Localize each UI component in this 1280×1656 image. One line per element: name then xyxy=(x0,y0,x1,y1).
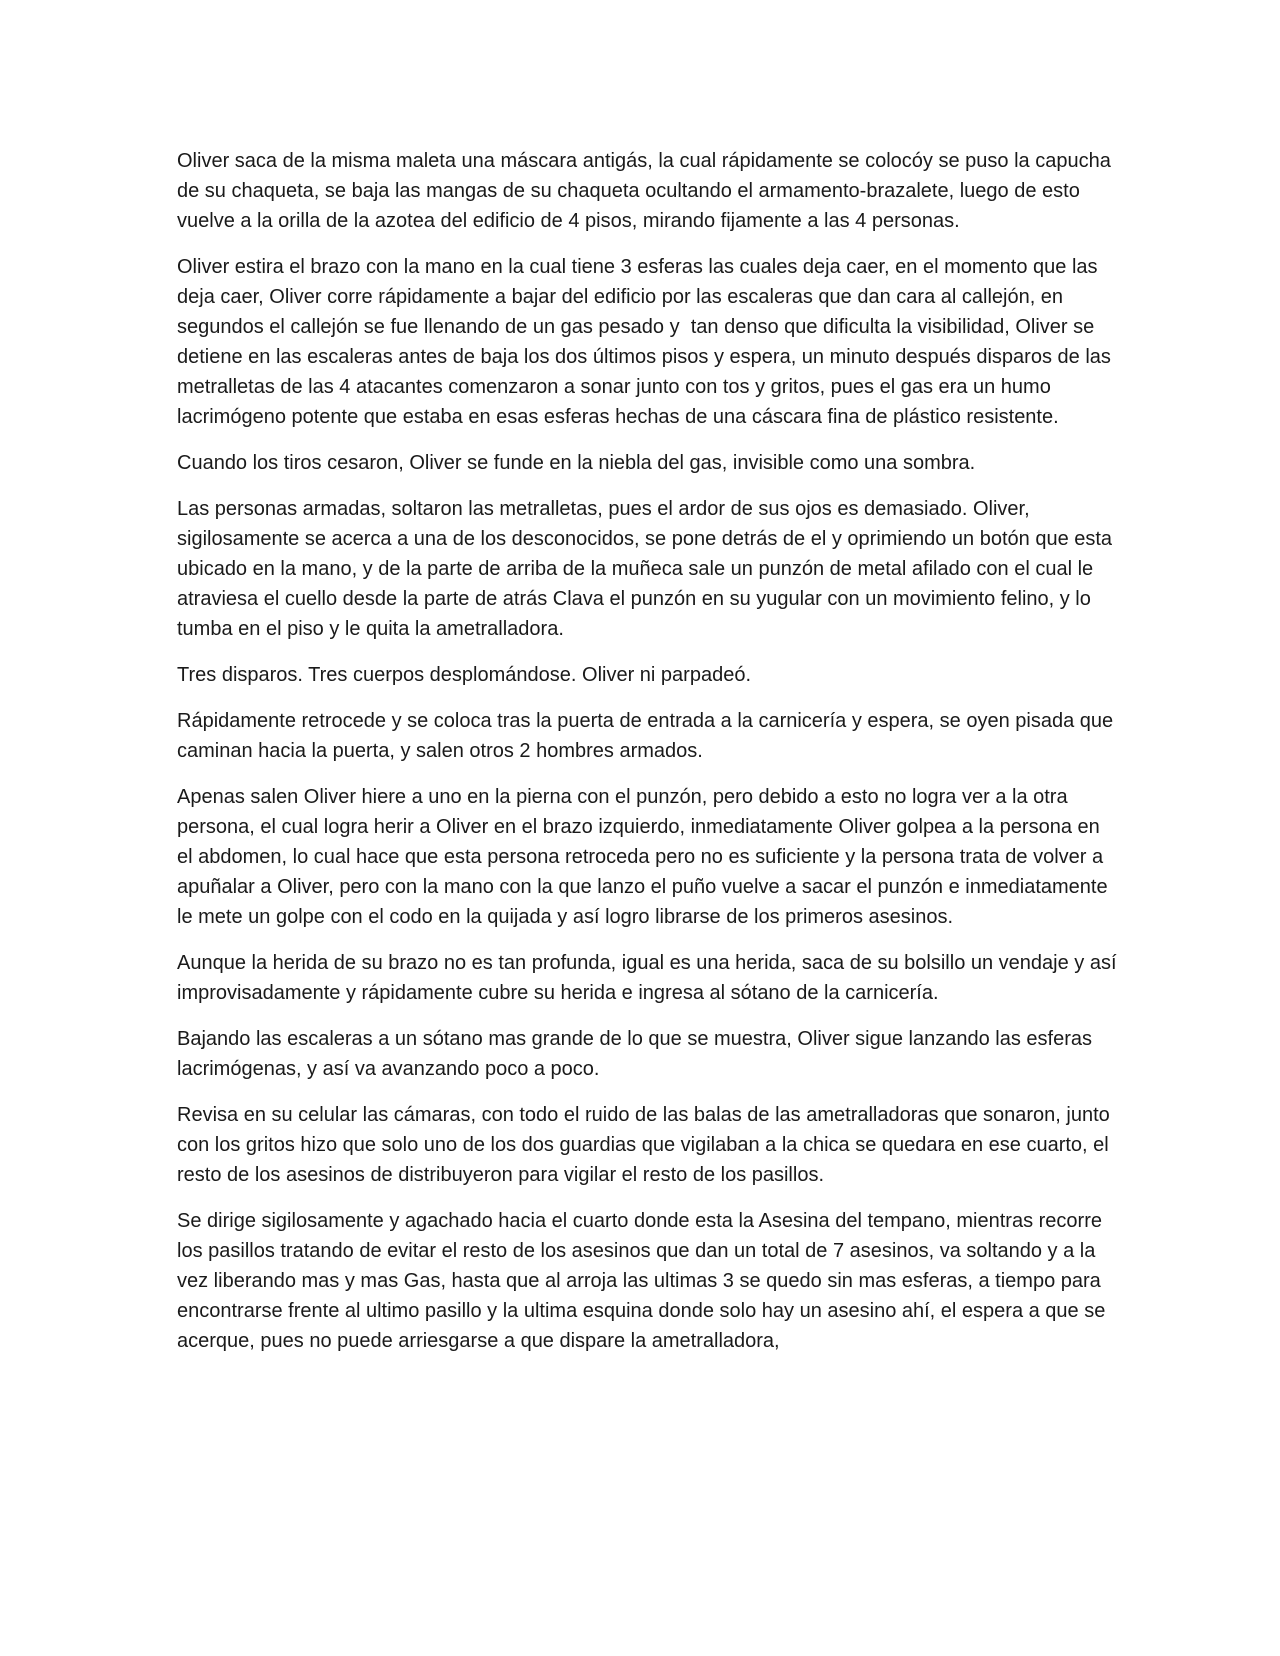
paragraph-11: Se dirige sigilosamente y agachado hacia el cuarto donde esta la Asesina del tempano, mientras recorre los pasillos tratando de evitar el resto de los asesinos que dan un total de 7 asesinos, va soltando y a la vez liberando mas y mas Gas, hasta que al arroja las ultimas 3 se quedo sin mas esferas, a tiempo para encontrarse frente al ultimo pasillo y la ultima esquina donde solo hay un asesino ahí, el espera a que se acerque, pues no puede arriesgarse a que dispare la ametralladora, xyxy=(177,1210,1111,1352)
paragraph-1: Oliver saca de la misma maleta una máscara antigás, la cual rápidamente se colocóy se puso la capucha de su chaqueta, se baja las mangas de su chaqueta ocultando el armamento-brazalete, luego de esto vuelve a la orilla de la azotea del edificio de 4 pisos, mirando fijamente a las 4 personas. xyxy=(177,150,1117,232)
paragraph-10: Revisa en su celular las cámaras, con todo el ruido de las balas de las ametralladoras que sonaron, junto con los gritos hizo que solo uno de los dos guardias que vigilaban a la chica se quedara en ese cuarto, el resto de los asesinos de distribuyeron para vigilar el resto de los pasillos. xyxy=(177,1104,1116,1186)
paragraph-8: Aunque la herida de su brazo no es tan profunda, igual es una herida, saca de su bolsillo un vendaje y así improvisadamente y rápidamente cubre su herida e ingresa al sótano de la carnicería. xyxy=(177,952,1123,1004)
paragraph-3: Cuando los tiros cesaron, Oliver se funde en la niebla del gas, invisible como una sombra. xyxy=(177,452,976,474)
paragraph-5: Tres disparos. Tres cuerpos desplomándose. Oliver ni parpadeó. xyxy=(177,664,751,686)
paragraph-6: Rápidamente retrocede y se coloca tras la puerta de entrada a la carnicería y espera, se oyen pisada que caminan hacia la puerta, y salen otros 2 hombres armados. xyxy=(177,710,1119,762)
paragraph-9: Bajando las escaleras a un sótano mas grande de lo que se muestra, Oliver sigue lanzando las esferas lacrimógenas, y así va avanzando poco a poco. xyxy=(177,1028,1098,1080)
document-body xyxy=(177,146,1123,1372)
paragraph-2: Oliver estira el brazo con la mano en la cual tiene 3 esferas las cuales deja caer, en el momento que las deja caer, Oliver corre rápidamente a bajar del edificio por las escaleras que dan cara al callejón, en segundos el callejón se fue llenando de un gas pesado y tan denso que dificulta la visibilidad, Oliver se detiene en las escaleras antes de baja los dos últimos pisos y espera, un minuto después disparos de las metralletas de las 4 atacantes comenzaron a sonar junto con tos y gritos, pues el gas era un humo lacrimógeno potente que estaba en esas esferas hechas de una cáscara fina de plástico resistente. xyxy=(177,256,1117,428)
paragraph-4: Las personas armadas, soltaron las metralletas, pues el ardor de sus ojos es demasiado. Oliver, sigilosamente se acerca a una de los desconocidos, se pone detrás de el y oprimiendo un botón que esta ubicado en la mano, y de la parte de arriba de la muñeca sale un punzón de metal afilado con el cual le atraviesa el cuello desde la parte de atrás Clava el punzón en su yugular con un movimiento felino, y lo tumba en el piso y le quita la ametralladora. xyxy=(177,498,1118,640)
paragraph-7: Apenas salen Oliver hiere a uno en la pierna con el punzón, pero debido a esto no logra ver a la otra persona, el cual logra herir a Oliver en el brazo izquierdo, inmediatamente Oliver golpea a la persona en el abdomen, lo cual hace que esta persona retroceda pero no es suficiente y la persona trata de volver a apuñalar a Oliver, pero con la mano con la que lanzo el puño vuelve a sacar el punzón e inmediatamente le mete un golpe con el codo en la quijada y así logro librarse de los primeros asesinos. xyxy=(177,786,1114,928)
